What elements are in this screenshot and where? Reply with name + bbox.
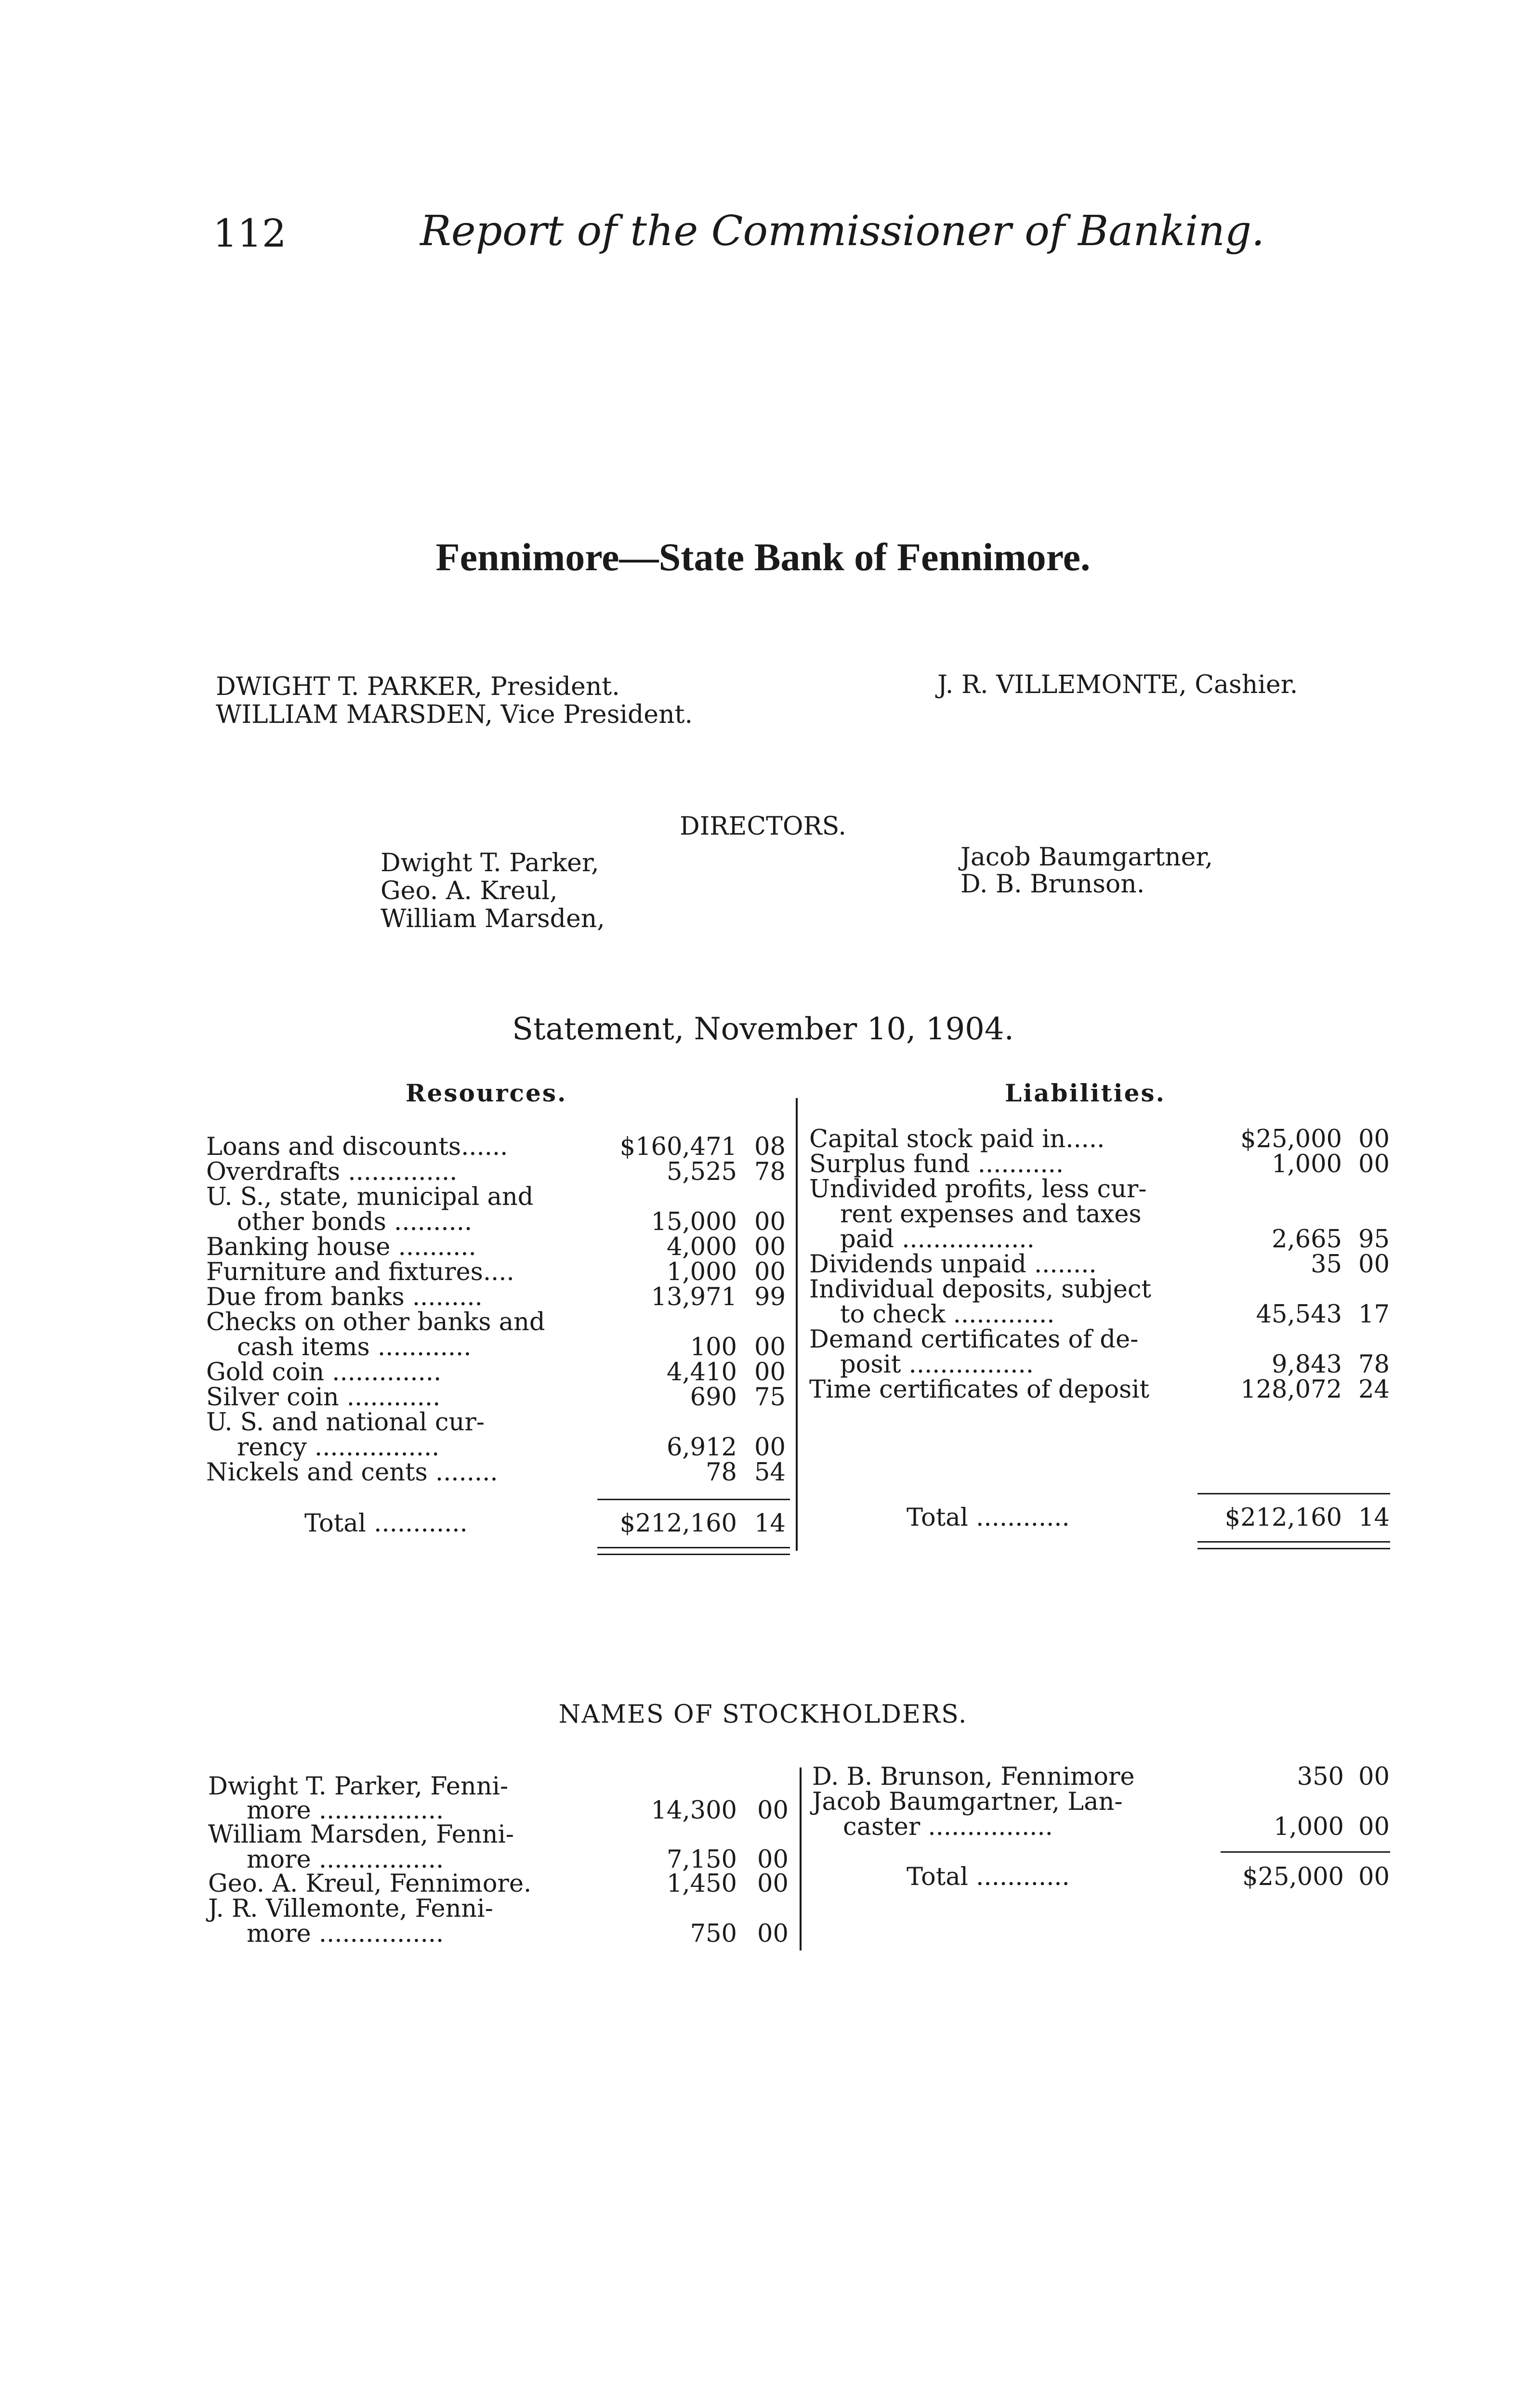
resources-heading: Resources. <box>406 1079 567 1107</box>
row-dollars: 15,000 <box>651 1208 737 1236</box>
row-label: cash items ............ <box>237 1333 472 1361</box>
stockholder-name: Jacob Baumgartner, Lan- <box>812 1788 1123 1816</box>
row-label: to check ............. <box>840 1300 1055 1329</box>
row-label: Capital stock paid in..... <box>809 1125 1105 1153</box>
row-cents: 00 <box>754 1233 786 1261</box>
row-label: Checks on other banks and <box>206 1308 545 1336</box>
row-cents: 00 <box>754 1433 786 1462</box>
row-cents: 00 <box>1358 1150 1390 1178</box>
director-name: Dwight T. Parker, <box>381 849 599 877</box>
row-dollars: 13,971 <box>651 1283 737 1311</box>
row-dollars: 100 <box>690 1333 737 1361</box>
row-dollars: 6,912 <box>666 1433 737 1462</box>
row-label: Silver coin ............ <box>206 1383 441 1412</box>
row-label: Due from banks ......... <box>206 1283 483 1311</box>
row-dollars: 9,843 <box>1271 1350 1342 1379</box>
row-cents: 99 <box>754 1283 786 1311</box>
row-label: paid ................. <box>840 1225 1035 1254</box>
row-label: Nickels and cents ........ <box>206 1458 498 1487</box>
row-label: Time certificates of deposit <box>809 1375 1150 1404</box>
row-cents: 00 <box>1358 1125 1390 1153</box>
running-title: Report of the Commissioner of Banking. <box>420 207 1265 255</box>
row-dollars: 4,000 <box>666 1233 737 1261</box>
director-name: Jacob Baumgartner, <box>960 843 1213 872</box>
row-dollars: 690 <box>690 1383 737 1412</box>
rule <box>1197 1493 1390 1494</box>
total-cents: 00 <box>1358 1863 1390 1891</box>
stockholder-name: D. B. Brunson, Fennimore <box>812 1763 1135 1791</box>
row-cents: 00 <box>1358 1250 1390 1279</box>
row-cents: 00 <box>754 1333 786 1361</box>
row-cents: 24 <box>1358 1375 1390 1404</box>
row-label: Undivided profits, less cur- <box>809 1175 1147 1204</box>
stockholders-title: NAMES OF STOCKHOLDERS. <box>558 1700 968 1729</box>
row-dollars: 4,410 <box>666 1358 737 1387</box>
row-label: Banking house .......... <box>206 1233 476 1261</box>
stockholder-name-cont: more ................ <box>247 1845 444 1874</box>
row-dollars: $25,000 <box>1240 1125 1342 1153</box>
row-label: Individual deposits, subject <box>809 1275 1151 1304</box>
row-label: Overdrafts .............. <box>206 1158 458 1186</box>
stockholder-dollars: 1,450 <box>666 1870 737 1898</box>
stockholder-name: Dwight T. Parker, Fenni- <box>208 1772 509 1801</box>
statement-title: Statement, November 10, 1904. <box>512 1011 1014 1047</box>
row-dollars: 78 <box>706 1458 737 1487</box>
row-label: Loans and discounts...... <box>206 1133 508 1161</box>
stockholder-name-cont: caster ................ <box>843 1813 1053 1841</box>
stockholder-dollars: 750 <box>690 1920 737 1948</box>
stockholder-cents: 00 <box>757 1796 789 1825</box>
row-label: other bonds .......... <box>237 1208 473 1236</box>
stockholder-name-cont: more ................ <box>247 1920 444 1948</box>
row-dollars: 5,525 <box>666 1158 737 1186</box>
stockholder-name: J. R. Villemonte, Fenni- <box>208 1895 493 1923</box>
double-rule <box>1197 1541 1390 1543</box>
row-cents: 00 <box>754 1208 786 1236</box>
row-dollars: 35 <box>1311 1250 1342 1279</box>
liabilities-heading: Liabilities. <box>1005 1079 1166 1107</box>
total-dollars: $25,000 <box>1242 1863 1344 1891</box>
row-label: Gold coin .............. <box>206 1358 442 1387</box>
row-dollars: 1,000 <box>1271 1150 1342 1178</box>
row-label: Furniture and fixtures.... <box>206 1258 514 1286</box>
stockholder-cents: 00 <box>757 1845 789 1874</box>
officer-cashier: J. R. VILLEMONTE, Cashier. <box>937 670 1298 699</box>
directors-title: DIRECTORS. <box>680 812 846 841</box>
row-label: Dividends unpaid ........ <box>809 1250 1097 1279</box>
stockholder-cents: 00 <box>757 1870 789 1898</box>
total-dollars: $212,160 <box>619 1509 737 1538</box>
row-dollars: 2,665 <box>1271 1225 1342 1254</box>
stockholders-divider <box>800 1767 802 1950</box>
row-cents: 75 <box>754 1383 786 1412</box>
row-dollars: 1,000 <box>666 1258 737 1286</box>
row-label: rent expenses and taxes <box>840 1200 1142 1229</box>
rule <box>1221 1851 1390 1853</box>
stockholder-name: William Marsden, Fenni- <box>208 1820 514 1849</box>
rule <box>597 1499 790 1500</box>
row-cents: 00 <box>754 1358 786 1387</box>
stockholder-cents: 00 <box>1358 1763 1390 1791</box>
row-cents: 08 <box>754 1133 786 1161</box>
row-dollars: 45,543 <box>1256 1300 1342 1329</box>
row-label: rency ................ <box>237 1433 440 1462</box>
bank-title: Fennimore—State Bank of Fennimore. <box>435 535 1091 579</box>
total-dollars: $212,160 <box>1224 1504 1342 1532</box>
row-dollars: 128,072 <box>1240 1375 1342 1404</box>
total-cents: 14 <box>1358 1504 1390 1532</box>
column-divider <box>796 1098 798 1551</box>
row-cents: 95 <box>1358 1225 1390 1254</box>
row-label: U. S. and national cur- <box>206 1408 485 1437</box>
total-label: Total ............ <box>907 1504 1070 1532</box>
row-cents: 78 <box>754 1158 786 1186</box>
stockholder-dollars: 7,150 <box>666 1845 737 1874</box>
director-name: William Marsden, <box>381 904 605 933</box>
row-label: Demand certificates of de- <box>809 1325 1139 1354</box>
total-label: Total ............ <box>907 1863 1070 1891</box>
row-cents: 78 <box>1358 1350 1390 1379</box>
row-label: Surplus fund ........... <box>809 1150 1064 1178</box>
double-rule <box>597 1547 790 1548</box>
stockholder-cents: 00 <box>757 1920 789 1948</box>
director-name: Geo. A. Kreul, <box>381 877 558 905</box>
stockholder-dollars: 350 <box>1297 1763 1344 1791</box>
stockholder-dollars: 1,000 <box>1273 1813 1344 1841</box>
page-number: 112 <box>213 211 287 256</box>
officer-vice-president: WILLIAM MARSDEN, Vice President. <box>216 700 693 729</box>
row-cents: 54 <box>754 1458 786 1487</box>
stockholder-name: Geo. A. Kreul, Fennimore. <box>208 1870 532 1898</box>
director-name: D. B. Brunson. <box>960 870 1145 899</box>
total-cents: 14 <box>754 1509 786 1538</box>
double-rule <box>1197 1548 1390 1549</box>
officer-president: DWIGHT T. PARKER, President. <box>216 672 620 701</box>
row-cents: 17 <box>1358 1300 1390 1329</box>
row-label: posit ................ <box>840 1350 1034 1379</box>
total-label: Total ............ <box>304 1509 468 1538</box>
stockholder-name-cont: more ................ <box>247 1796 444 1825</box>
stockholder-dollars: 14,300 <box>651 1796 737 1825</box>
row-cents: 00 <box>754 1258 786 1286</box>
row-dollars: $160,471 <box>619 1133 737 1161</box>
row-label: U. S., state, municipal and <box>206 1183 534 1211</box>
double-rule <box>597 1554 790 1555</box>
stockholder-cents: 00 <box>1358 1813 1390 1841</box>
